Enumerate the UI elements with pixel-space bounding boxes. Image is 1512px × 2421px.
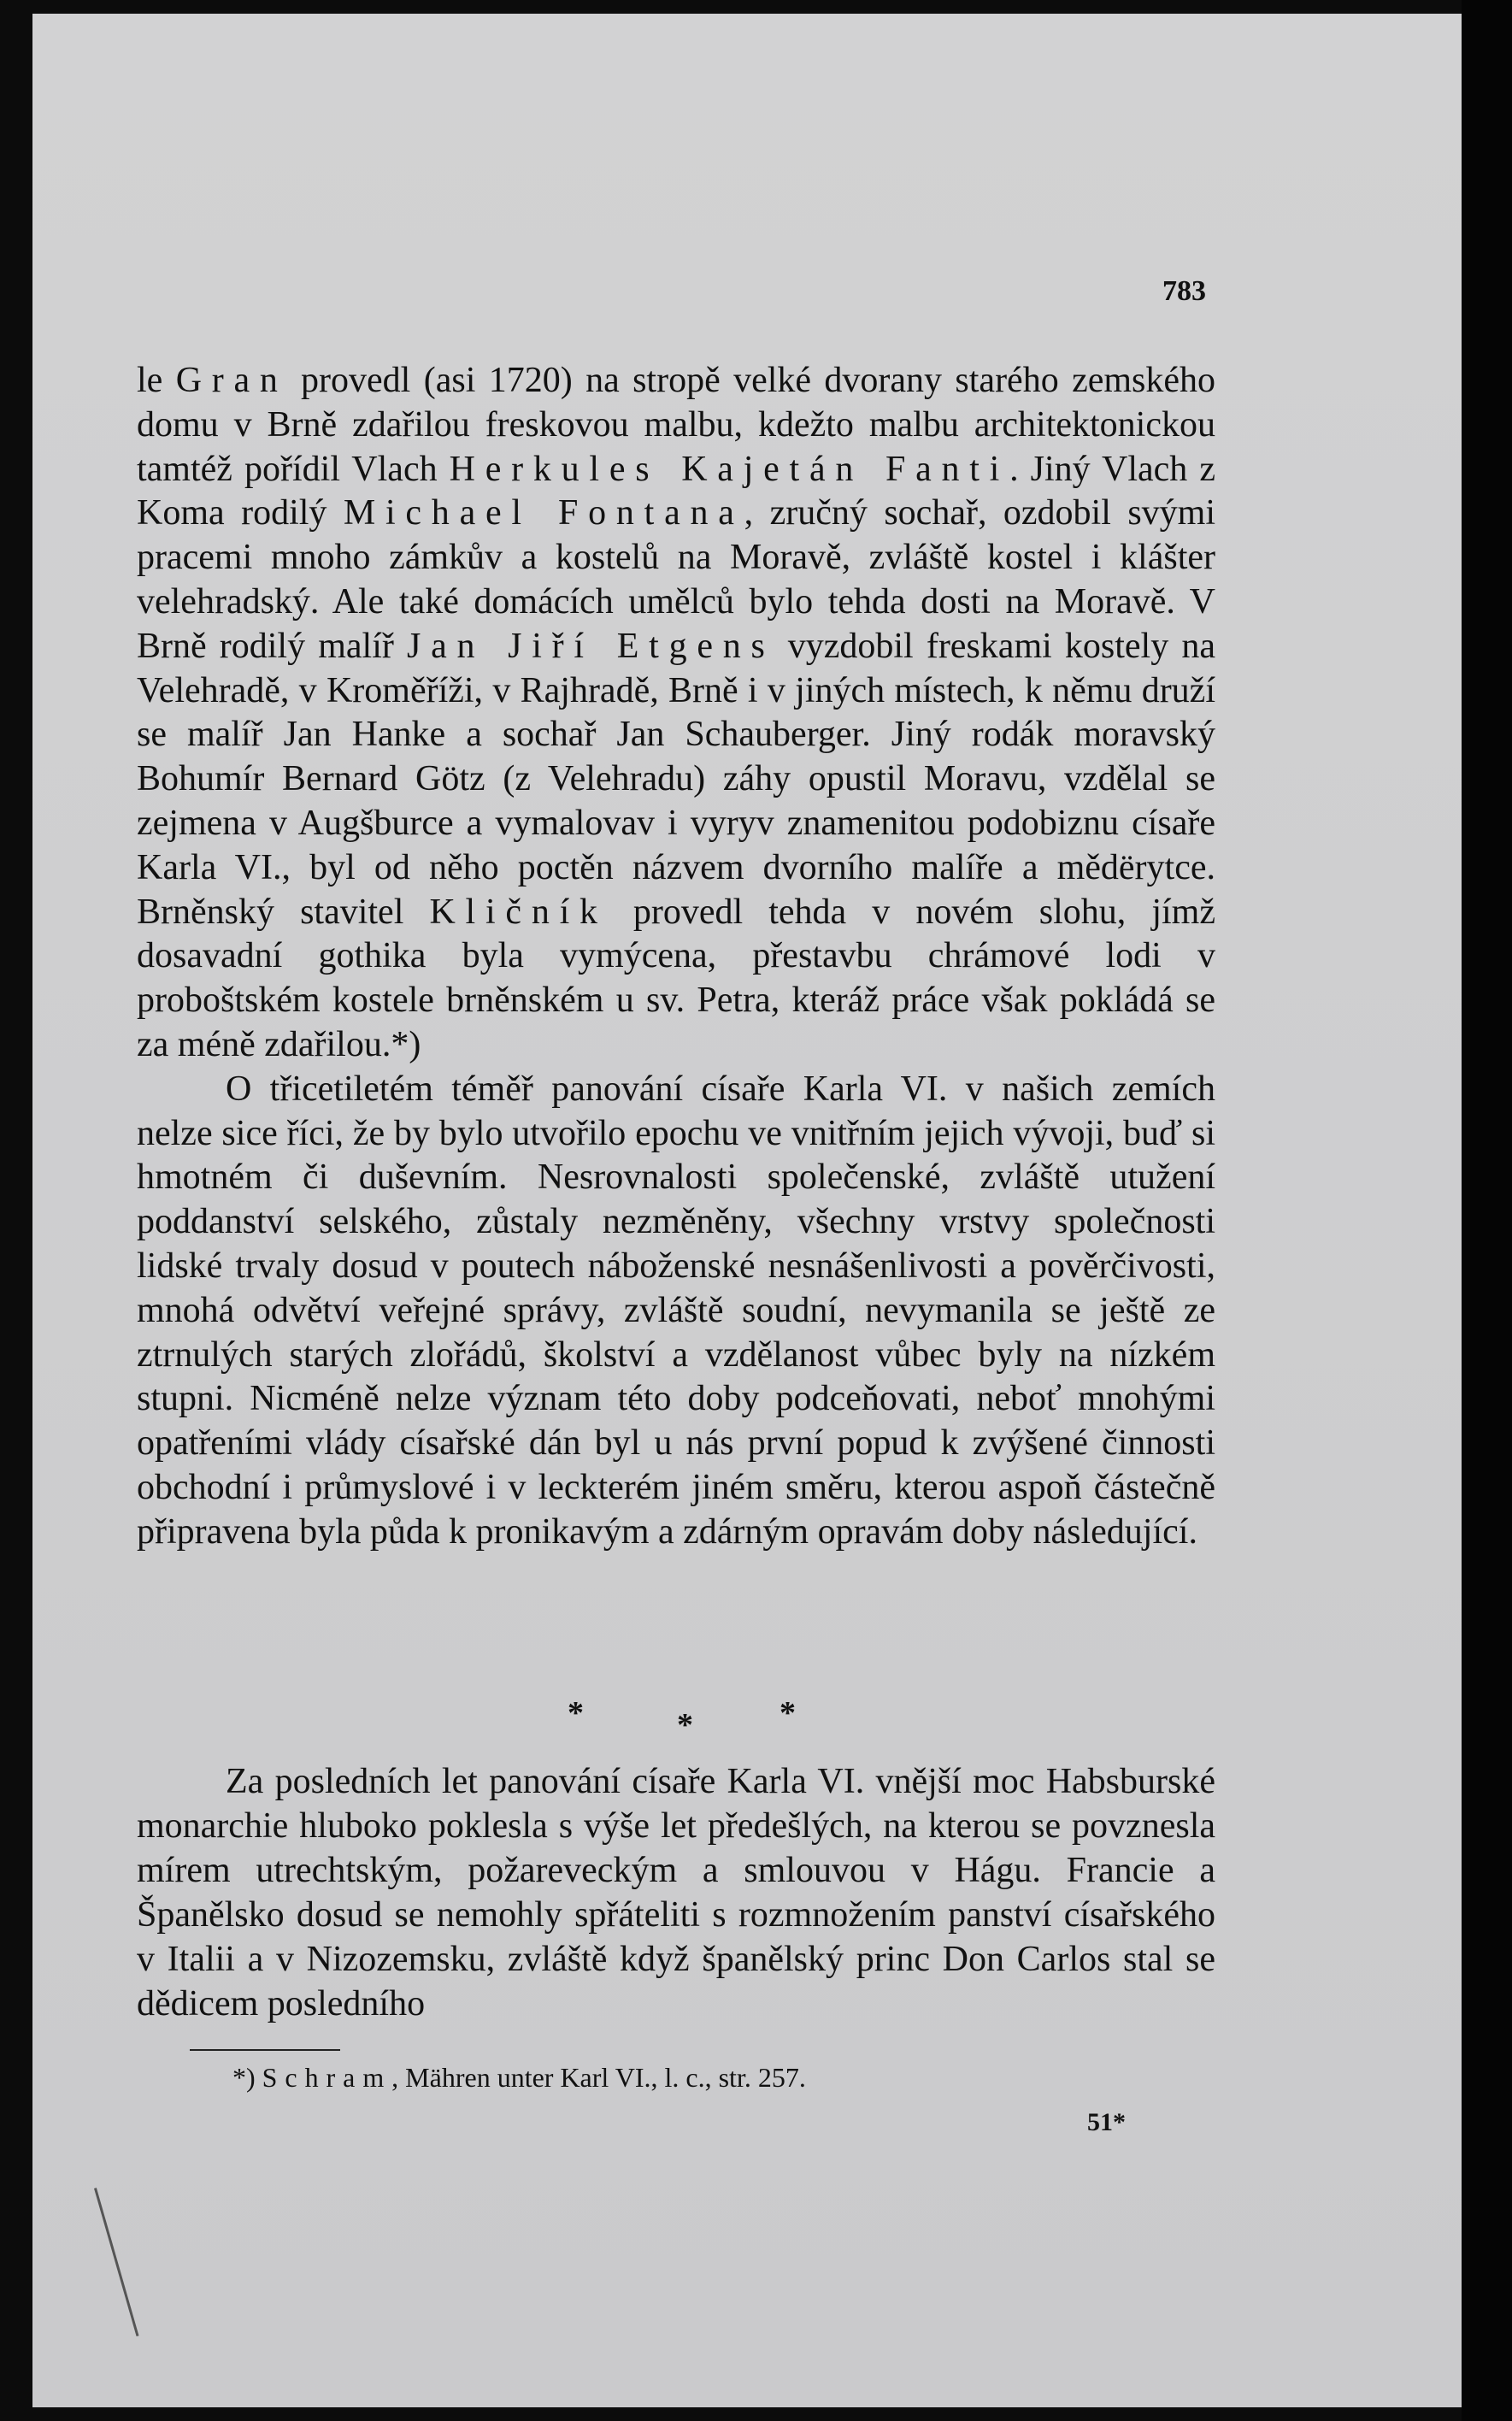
separator-star: * (780, 1695, 796, 1731)
spaced-name-fanti: Herkules Kajetán Fanti (449, 449, 1010, 489)
footnote-text: , Mähren unter Karl VI., l. c., str. 257. (391, 2062, 806, 2093)
main-text (137, 359, 1215, 1555)
text-segment: provedl tehda v novém slohu, jímž dosavadní gothika byla vymýcena, přestavbu chrámové lodi v proboštském kostele brněnském u sv. Petra, kteráž práce však pokládá se za méně zdařilou.*) (137, 892, 1215, 1064)
text-segment: , zručný sochař, ozdobil svými pracemi mnoho zámkův a kostelů na Moravě, zvláště kostel i klášter velehradský. Ale také domácích umělců bylo tehda dosti na Moravě. V Brně rodilý malíř (137, 493, 1216, 666)
spaced-name-fontana: Michael Fontana (343, 493, 744, 533)
text-segment: . Jiný Vlach z Koma rodilý (137, 449, 1215, 533)
separator-star: * (677, 1707, 693, 1743)
footnote-marker: *) (232, 2062, 256, 2093)
text-segment: vyzdobil freskami kostely na Velehradě, v Kroměříži, v Rajhradě, Brně i v jiných místech, k němu druží se malíř Jan Hanke a sochař Jan Schauberger. Jiný rodák moravský Bohumír Bernard Götz (z Velehradu) záhy opustil Moravu, vzdělal se zejmena v Augšburce a vymalovav i vyryv znamenitou podobiznu císaře Karla VI., byl od něho poctěn názvem dvorního malíře a mědërytce. Brněnský stavitel (137, 626, 1215, 932)
paragraph-1 (137, 359, 1215, 1068)
spaced-name-etgens: Jan Jiří Etgens (406, 626, 775, 666)
footnote-rule (190, 2049, 340, 2051)
page-number: 783 (1162, 275, 1206, 307)
paragraph-2: O třicetiletém téměř panování císaře Karla VI. v našich zemích nelze sice říci, že by bylo utvořilo epochu ve vnitřním jejich vývoji, buď si hmotném či duševním. Nesrovnalosti společenské, zvláště utužení poddanství selského, zůstaly nezměněny, všechny vrstvy společnosti lidské trvaly dosud v poutech náboženské nesnášenlivosti a pověrčivosti, mnohá odvětví veřejné správy, zvláště soudní, nevymanila se ještě ze ztrnulých starých zlořádů, školství a vzdělanost vůbec byly na nízkém stupni. Nicméně nelze význam této doby podceňovati, neboť mnohými opatřeními vlády císařské dán byl u nás první popud k zvýšené činnosti obchodní i průmyslové i v leckterém jiném směru, kterou aspoň částečně připravena byla půda k pronikavým a zdárným opravám doby následující. (137, 1069, 1215, 1552)
scan-dark-edge (1462, 0, 1512, 2421)
text-segment: le (137, 361, 176, 400)
footnote (232, 2062, 806, 2094)
footnote-author: Schram (262, 2062, 392, 2093)
spaced-name-gran: Gran (175, 361, 288, 400)
separator-star: * (568, 1695, 584, 1731)
signature-mark: 51* (1087, 2108, 1126, 2136)
spaced-name-klicnik: Kličník (429, 892, 608, 932)
paragraph-3: Za posledních let panování císaře Karla VI. vnější moc Habsburské monarchie hluboko poklesla s výše let předešlých, na kterou se povznesla mírem utrechtským, požareveckým a smlouvou v Hágu. Francie a Španělsko dosud se nemohly spřáteliti s rozmnožením panství císařského v Italii a v Nizozemsku, zvláště když španělský princ Don Carlos stal se dědicem posledního (137, 1762, 1215, 2023)
main-text-continued (137, 1759, 1215, 2026)
text-segment: provedl (asi 1720) na stropě velké dvorany starého zemského domu v Brně zdařilou freskovou malbu, kdežto malbu architektonickou tamtéž pořídil Vlach (137, 361, 1216, 489)
